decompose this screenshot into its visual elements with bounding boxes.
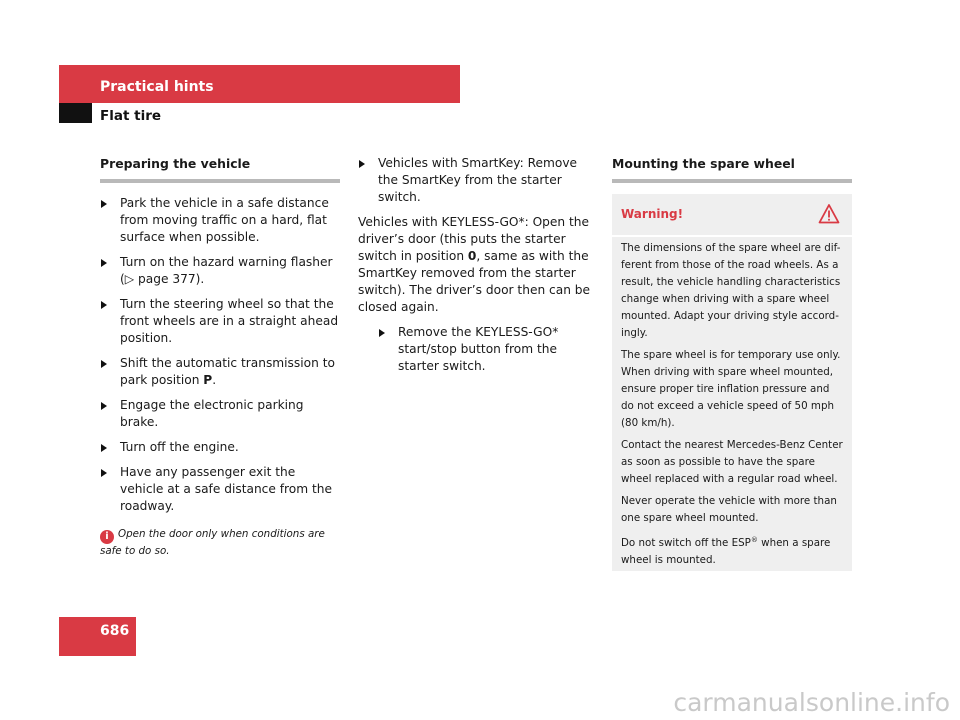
bullet-arrow-icon (101, 444, 107, 452)
warning-body (621, 240, 845, 574)
column-spare-wheel (612, 155, 852, 195)
warning-paragraph: The dimensions of the spare wheel are dif-ferent from those of the road wheels. As a result, the vehicle handling characteristics change when driving with a spare wheel mounted. Adapt your driving style accord-ingly. (621, 242, 841, 339)
section-title: Practical hints (100, 79, 214, 95)
info-note: i Open the door only when conditions are safe to do so. (100, 528, 325, 557)
registered-mark: ® (750, 536, 758, 544)
bullet-arrow-icon (101, 200, 107, 208)
warning-triangle-icon (818, 203, 840, 225)
page-number-box (59, 617, 136, 656)
switch-position-0: 0 (467, 249, 477, 263)
step-hazard: Turn on the hazard warning flasher (▷ page 377). (100, 254, 340, 288)
column-preparing (100, 155, 340, 559)
warning-box (612, 194, 852, 571)
page-number: 686 (100, 623, 130, 639)
step-remove-keyless-button: Remove the KEYLESS-GO* start/stop button from the starter switch. (378, 324, 598, 375)
step-transmission: Shift the automatic transmission to park position P. (100, 355, 340, 389)
warning-header (612, 194, 852, 237)
topic-marker (59, 103, 92, 123)
warning-paragraph: The spare wheel is for temporary use only. When driving with spare wheel mounted, ensure proper tire inflation pressure and do not exceed a vehicle speed of 50 mph (80 km/h). (621, 349, 841, 429)
warning-paragraph: Contact the nearest Mercedes-Benz Center as soon as possible to have the spare wheel replaced with a regular road wheel. (621, 439, 843, 485)
bullet-arrow-icon (359, 160, 365, 168)
heading-preparing-vehicle: Preparing the vehicle (100, 155, 340, 183)
bullet-arrow-icon (101, 402, 107, 410)
bullet-arrow-icon (101, 469, 107, 477)
bullet-arrow-icon (101, 259, 107, 267)
bullet-arrow-icon (379, 329, 385, 337)
step-remove-smartkey: Vehicles with SmartKey: Remove the SmartKey from the starter switch. (358, 155, 598, 206)
warning-paragraph: Never operate the vehicle with more than one spare wheel mounted. (621, 495, 837, 524)
heading-mounting-spare-wheel: Mounting the spare wheel (612, 155, 852, 183)
gear-position-p: P (203, 373, 213, 387)
warning-title: Warning! (621, 207, 684, 221)
bullet-arrow-icon (101, 360, 107, 368)
watermark: carmanualsonline.info (673, 688, 950, 717)
keyless-go-paragraph: Vehicles with KEYLESS-GO*: Open the driver’s door (this puts the starter switch in position 0, same as with the SmartKey removed from the starter switch). The driver’s door then can be closed again. (358, 215, 591, 314)
info-icon: i (100, 530, 114, 544)
step-park: Park the vehicle in a safe distance from moving traffic on a hard, flat surface when possible. (100, 195, 340, 246)
page-reference: (▷ page 377). (120, 272, 205, 286)
step-passengers-exit: Have any passenger exit the vehicle at a safe distance from the roadway. (100, 464, 340, 515)
step-engine-off: Turn off the engine. (100, 439, 340, 456)
topic-title: Flat tire (100, 108, 162, 124)
step-steering: Turn the steering wheel so that the front wheels are in a straight ahead position. (100, 296, 340, 347)
bullet-arrow-icon (101, 301, 107, 309)
warning-paragraph: Do not switch off the ESP® when a spare wheel is mounted. (621, 536, 831, 566)
step-parking-brake: Engage the electronic parking brake. (100, 397, 340, 431)
section-header-bar (59, 65, 460, 103)
column-smartkey (358, 155, 598, 383)
